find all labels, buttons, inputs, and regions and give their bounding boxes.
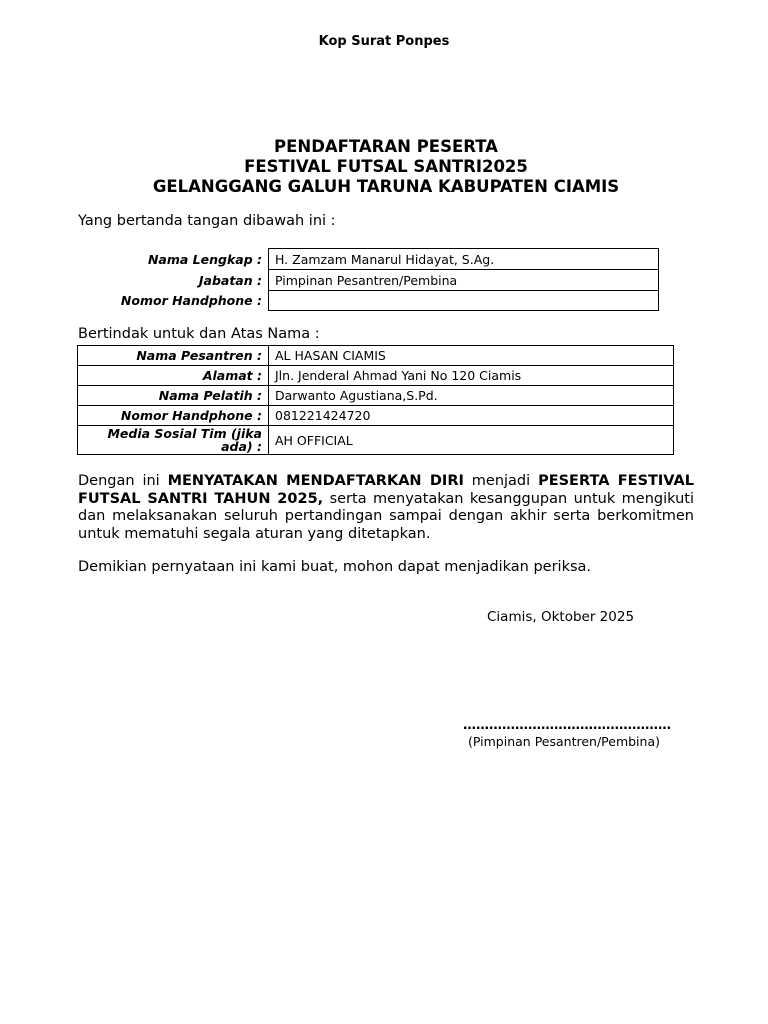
statement-text: menjadi xyxy=(463,473,539,489)
title-line-2: FESTIVAL FUTSAL SANTRI2025 xyxy=(244,157,528,176)
title-line-1: PENDAFTARAN PESERTA xyxy=(274,137,498,156)
field-label: Nomor Handphone : xyxy=(78,406,269,426)
social-media-field[interactable]: AH OFFICIAL xyxy=(269,426,674,455)
field-label: Alamat : xyxy=(78,366,269,386)
field-label: Media Sosial Tim (jika ada) : xyxy=(78,426,269,455)
signer-info-table xyxy=(78,248,659,311)
field-label: Nama Lengkap : xyxy=(147,251,262,267)
signer-row-phone xyxy=(78,291,659,311)
field-label: Nama Pelatih : xyxy=(78,386,269,406)
institution-row-coach xyxy=(78,386,674,406)
signer-phone-field[interactable] xyxy=(269,291,659,311)
intro-text: Yang bertanda tangan dibawah ini : xyxy=(78,213,336,229)
on-behalf-text: Bertindak untuk dan Atas Nama : xyxy=(78,326,320,342)
title-line-3: GELANGGANG GALUH TARUNA KABUPATEN CIAMIS xyxy=(152,177,620,196)
institution-info-table xyxy=(77,345,674,455)
document-title xyxy=(0,137,768,197)
institution-row-social xyxy=(78,426,674,455)
statement-emphasis: MENYATAKAN MENDAFTARKAN DIRI xyxy=(167,473,464,489)
field-label: Nomor Handphone : xyxy=(120,293,262,308)
address-field[interactable]: Jln. Jenderal Ahmad Yani No 120 Ciamis xyxy=(269,366,674,386)
signature-block xyxy=(455,717,673,749)
institution-phone-field[interactable]: 081221424720 xyxy=(269,406,674,426)
institution-row-name xyxy=(78,346,674,366)
statement-text: serta menyatakan kesanggupan untuk mengikuti dan melaksanakan seluruh pertandingan sampai dengan akhir serta berkomitmen untuk mematuhi segala aturan yang ditetapkan. xyxy=(78,490,694,542)
position-field[interactable]: Pimpinan Pesantren/Pembina xyxy=(269,270,659,291)
field-label: Jabatan : xyxy=(198,272,262,288)
field-label: Nama Pesantren : xyxy=(78,346,269,366)
statement-emphasis: PESERTA FESTIVAL FUTSAL SANTRI TAHUN 2025, xyxy=(78,473,695,507)
institution-row-phone xyxy=(78,406,674,426)
signer-row-name xyxy=(78,249,659,270)
coach-name-field[interactable]: Darwanto Agustiana,S.Pd. xyxy=(269,386,674,406)
statement-paragraph xyxy=(78,473,694,543)
pesantren-name-field[interactable]: AL HASAN CIAMIS xyxy=(269,346,674,366)
statement-text: Dengan ini xyxy=(78,473,168,489)
full-name-field[interactable]: H. Zamzam Manarul Hidayat, S.Ag. xyxy=(269,249,659,270)
letterhead-placeholder: Kop Surat Ponpes xyxy=(318,34,450,49)
signature-line: ………………………………………… xyxy=(463,718,671,733)
closing-paragraph: Demikian pernyataan ini kami buat, mohon dapat menjadikan periksa. xyxy=(78,559,592,575)
institution-row-address xyxy=(78,366,674,386)
place-date: Ciamis, Oktober 2025 xyxy=(487,609,635,625)
signer-row-position xyxy=(78,270,659,291)
signer-role: (Pimpinan Pesantren/Pembina) xyxy=(468,734,660,749)
